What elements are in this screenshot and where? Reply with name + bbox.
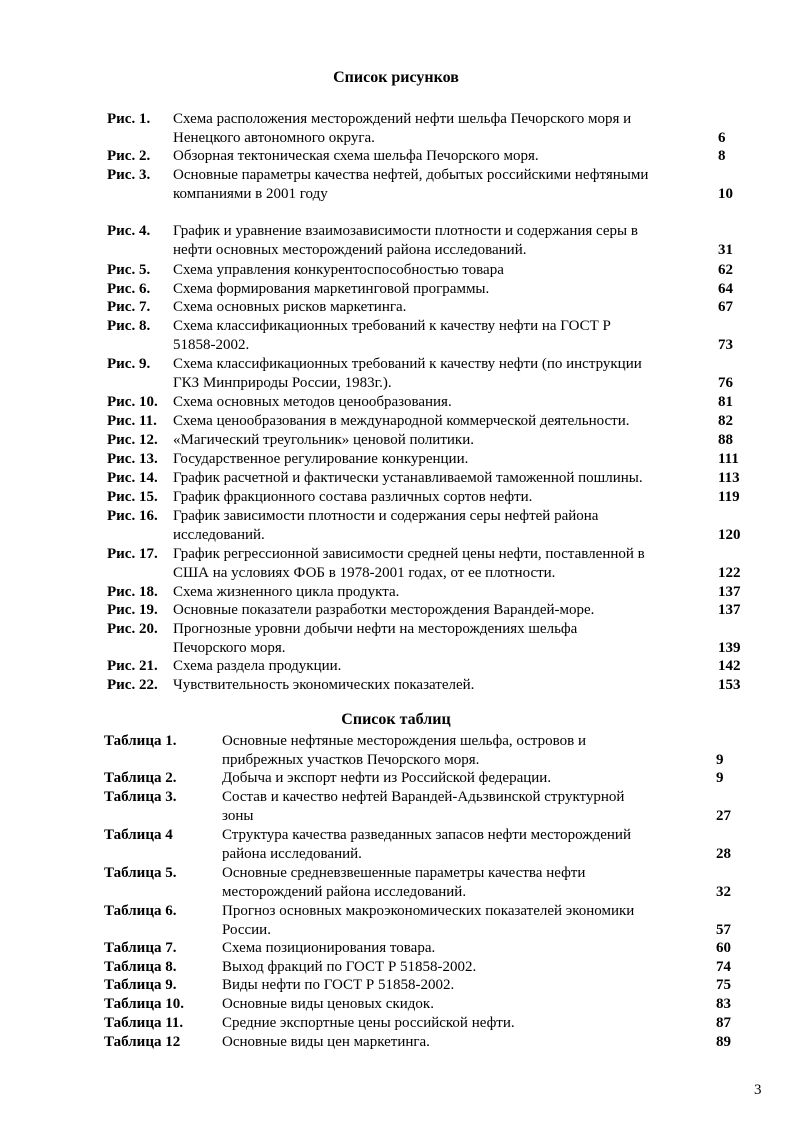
entry-label: Рис. 16. [107,508,158,524]
entry-caption-line: России. [222,921,271,938]
entry-caption-line: Схема ценообразования в международной коммерческой деятельности. [173,413,630,429]
entry-label: Рис. 2. [107,148,151,164]
entry-caption-line: Основные виды ценовых скидок. [222,996,434,1012]
entry-label: Таблица 4 [104,827,173,843]
entry-page-number: 88 [718,432,733,448]
entry-page-number: 119 [718,489,740,505]
entry-caption-line: Добыча и экспорт нефти из Российской федерации. [222,770,552,786]
entry-caption-line: «Магический треугольник» ценовой политики. [173,432,474,448]
entry-caption-line: Схема основных рисков маркетинга. [173,299,407,315]
entry-page-number: 28 [716,845,731,862]
entry-page-number: 113 [718,470,740,486]
entry-caption-line: Основные нефтяные месторождения шельфа, островов и [222,733,587,749]
entry-label: Таблица 11. [104,1015,184,1031]
entry-label: Таблица 6. [104,903,177,919]
entry-page-number: 122 [718,564,741,581]
entry-page-number: 32 [716,883,731,900]
entry-page-number: 111 [718,451,739,467]
entry-caption-line: Схема расположения месторождений нефти шельфа Печорского моря и [173,111,632,127]
entry-page-number: 87 [716,1015,731,1031]
entry-page-number: 27 [716,807,731,824]
entry-caption-line: График регрессионной зависимости средней цены нефти, поставленной в [173,546,645,562]
entry-page-number: 60 [716,940,731,956]
entry-label: Рис. 22. [107,677,158,693]
entry-label: Таблица 2. [104,770,177,786]
entry-caption-line: Схема раздела продукции. [173,658,342,674]
entry-caption-line: района исследований. [222,845,362,862]
entry-label: Рис. 18. [107,584,158,600]
entry-label: Рис. 8. [107,318,151,334]
entry-page-number: 67 [718,299,733,315]
entry-label: Рис. 10. [107,394,158,410]
entry-caption-line: Печорского моря. [173,639,286,656]
entry-caption-line: прибрежных участков Печорского моря. [222,751,480,768]
entry-page-number: 120 [718,526,741,543]
entry-label: Рис. 11. [107,413,157,429]
entry-label: Рис. 9. [107,356,151,372]
entry-label: Рис. 7. [107,299,151,315]
entry-caption-line: График зависимости плотности и содержания серы нефтей района [173,508,599,524]
entry-caption-line: Основные виды цен маркетинга. [222,1034,430,1050]
entry-page-number: 9 [716,770,724,786]
entry-page-number: 10 [718,185,733,202]
entry-caption-line: Основные параметры качества нефтей, добытых российскими нефтяными [173,167,649,183]
entry-label: Рис. 14. [107,470,158,486]
entry-caption-line: Состав и качество нефтей Варандей-Адьзвинской структурной [222,789,625,805]
entry-label: Рис. 19. [107,602,158,618]
entry-label: Рис. 6. [107,281,151,297]
entry-label: Рис. 12. [107,432,158,448]
entry-page-number: 139 [718,639,741,656]
entry-page-number: 81 [718,394,733,410]
entry-label: Таблица 3. [104,789,177,805]
entry-caption-line: Схема управления конкурентоспособностью товара [173,262,504,278]
entry-page-number: 31 [718,241,733,258]
entry-label: Рис. 3. [107,167,151,183]
figures-heading: Список рисунков [333,69,459,86]
entry-caption-line: Прогноз основных макроэкономических показателей экономики [222,903,635,919]
entry-caption-line: Схема позиционирования товара. [222,940,436,956]
entry-label: Таблица 9. [104,977,177,993]
entry-caption-line: Основные показатели разработки месторождения Варандей-море. [173,602,595,618]
entry-page-number: 74 [716,959,731,975]
entry-caption-line: График расчетной и фактически устанавливаемой таможенной пошлины. [173,470,643,486]
entry-label: Рис. 4. [107,223,151,239]
entry-page-number: 89 [716,1034,731,1050]
entry-page-number: 137 [718,602,741,618]
entry-page-number: 75 [716,977,731,993]
entry-caption-line: Структура качества разведанных запасов нефти месторождений [222,827,631,843]
entry-page-number: 8 [718,148,726,164]
entry-caption-line: компаниями в 2001 году [173,185,328,202]
entry-page-number: 73 [718,336,733,353]
entry-page-number: 64 [718,281,733,297]
entry-page-number: 153 [718,677,741,693]
entry-page-number: 6 [718,129,726,146]
entry-caption-line: Обзорная тектоническая схема шельфа Печорского моря. [173,148,539,164]
page-number: 3 [754,1082,762,1098]
entry-caption-line: зоны [222,807,254,824]
entry-page-number: 82 [718,413,733,429]
entry-label: Рис. 15. [107,489,158,505]
entry-caption-line: Схема классификационных требований к качеству нефти на ГОСТ Р [173,318,611,334]
entry-label: Таблица 8. [104,959,177,975]
entry-caption-line: График фракционного состава различных сортов нефти. [173,489,533,505]
entry-label: Рис. 21. [107,658,158,674]
entry-label: Рис. 13. [107,451,158,467]
entry-page-number: 142 [718,658,741,674]
entry-page-number: 83 [716,996,731,1012]
entry-caption-line: Схема классификационных требований к качеству нефти (по инструкции [173,356,642,372]
entry-caption-line: Схема основных методов ценообразования. [173,394,452,410]
entry-caption-line: Ненецкого автономного округа. [173,129,375,146]
entry-label: Таблица 10. [104,996,184,1012]
entry-label: Рис. 17. [107,546,158,562]
entry-caption-line: Государственное регулирование конкуренции. [173,451,469,467]
entry-page-number: 9 [716,751,724,768]
entry-caption-line: исследований. [173,526,265,543]
entry-caption-line: Схема формирования маркетинговой программы. [173,281,490,297]
entry-label: Таблица 7. [104,940,177,956]
entry-caption-line: месторождений района исследований. [222,883,467,900]
entry-label: Рис. 20. [107,621,158,637]
entry-caption-line: Схема жизненного цикла продукта. [173,584,400,600]
entry-caption-line: Чувствительность экономических показателей. [173,677,475,693]
entry-caption-line: 51858-2002. [173,336,250,353]
entry-caption-line: График и уравнение взаимозависимости плотности и содержания серы в [173,223,638,239]
entry-label: Таблица 1. [104,733,177,749]
entry-caption-line: Основные средневзвешенные параметры качества нефти [222,865,586,881]
tables-heading: Список таблиц [341,711,451,728]
entry-page-number: 137 [718,584,741,600]
entry-caption-line: Виды нефти по ГОСТ Р 51858-2002. [222,977,455,993]
entry-label: Таблица 5. [104,865,177,881]
entry-caption-line: ГКЗ Минприроды России, 1983г.). [173,374,392,391]
entry-label: Рис. 1. [107,111,151,127]
entry-caption-line: США на условиях ФОБ в 1978-2001 годах, от ее плотности. [173,564,556,581]
entry-page-number: 57 [716,921,731,938]
entry-caption-line: нефти основных месторождений района исследований. [173,241,527,258]
entry-caption-line: Средние экспортные цены российской нефти. [222,1015,515,1031]
entry-page-number: 76 [718,374,733,391]
entry-label: Рис. 5. [107,262,151,278]
entry-caption-line: Прогнозные уровни добычи нефти на месторождениях шельфа [173,621,578,637]
entry-label: Таблица 12 [104,1034,181,1050]
entry-caption-line: Выход фракций по ГОСТ Р 51858-2002. [222,959,477,975]
entry-page-number: 62 [718,262,733,278]
